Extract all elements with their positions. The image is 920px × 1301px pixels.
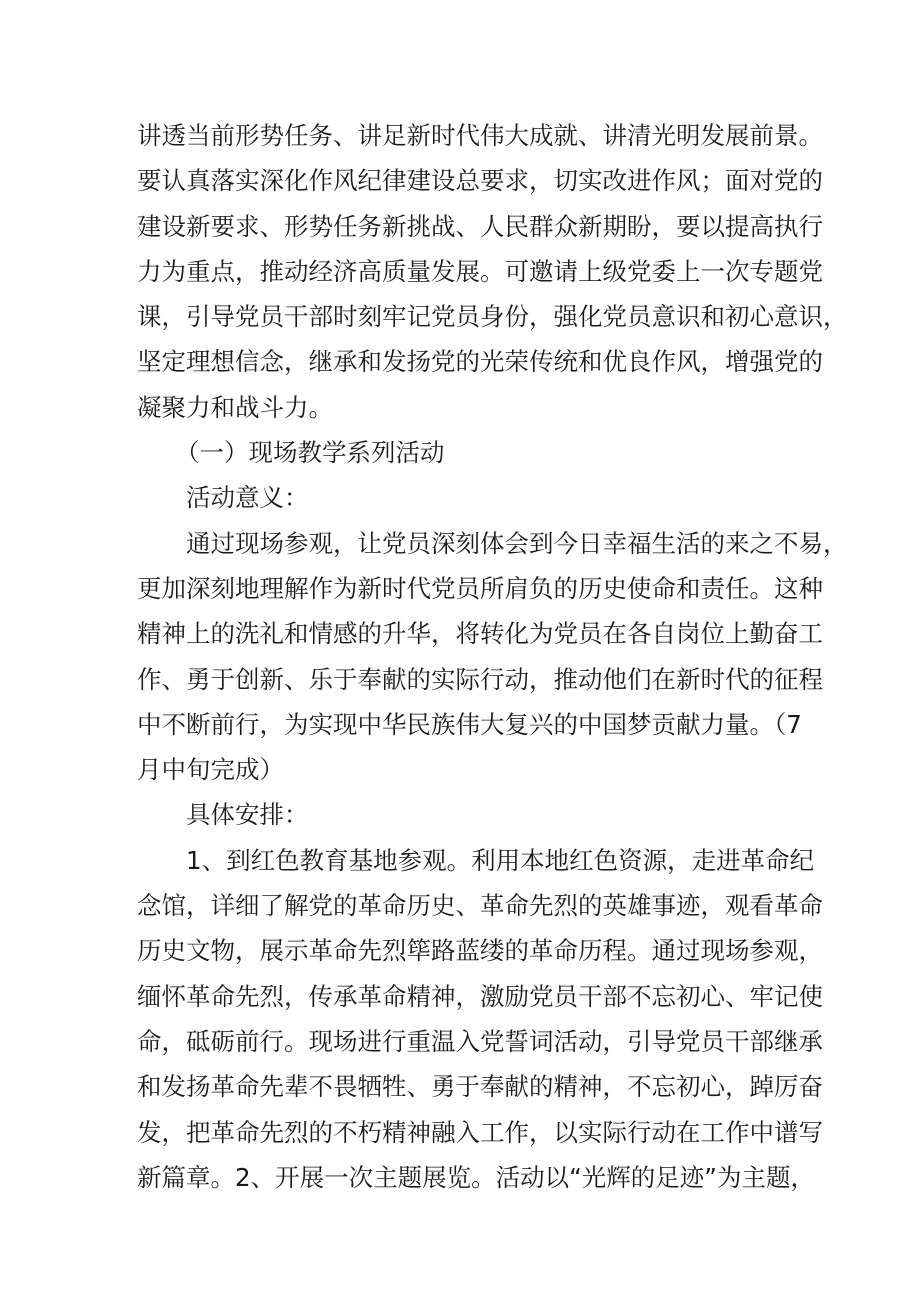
text-line: 通过现场参观，让党员深刻体会到今日幸福生活的来之不易， <box>186 528 848 558</box>
text-line: 月中旬完成） <box>137 755 284 785</box>
text-line: 要认真落实深化作风纪律建设总要求，切实改进作风；面对党的 <box>137 166 823 196</box>
text-line: 更加深刻地理解作为新时代党员所肩负的历史使命和责任。这种 <box>137 573 823 603</box>
text-line: 坚定理想信念，继承和发扬党的光荣传统和优良作风，增强党的 <box>137 347 823 377</box>
text-line: 命，砥砺前行。现场进行重温入党誓词活动，引导党员干部继承 <box>137 1026 823 1056</box>
text-line: 1、到红色教育基地参观。利用本地红色资源，走进革命纪 <box>186 845 815 875</box>
text-line: 发，把革命先烈的不朽精神融入工作，以实际行动在工作中谱写 <box>137 1117 823 1147</box>
text-line: 讲透当前形势任务、讲足新时代伟大成就、讲清光明发展前景。 <box>137 121 823 150</box>
text-line: 精神上的洗礼和情感的升华，将转化为党员在各自岗位上勤奋工 <box>137 619 823 649</box>
text-line: 力为重点，推动经济高质量发展。可邀请上级党委上一次专题党 <box>137 256 823 286</box>
text-line: 中不断前行，为实现中华民族伟大复兴的中国梦贡献力量。（7 <box>137 709 802 739</box>
text-line: 课，引导党员干部时刻牢记党员身份，强化党员意识和初心意识， <box>137 302 848 332</box>
document-body <box>137 113 848 1200</box>
text-line: 凝聚力和战斗力。 <box>137 392 333 422</box>
subheading-arrangement: 具体安排： <box>186 800 309 830</box>
text-line: 作、勇于创新、乐于奉献的实际行动，推动他们在新时代的征程 <box>137 664 823 694</box>
text-line: 缅怀革命先烈，传承革命精神，激励党员干部不忘初心、牢记使 <box>137 981 823 1011</box>
subheading-purpose: 活动意义： <box>186 483 309 513</box>
section-heading: （一）现场教学系列活动 <box>175 438 445 468</box>
text-line: 建设新要求、形势任务新挑战、人民群众新期盼，要以提高执行 <box>137 211 823 241</box>
text-line: 历史文物，展示革命先烈筚路蓝缕的革命历程。通过现场参观， <box>137 936 823 966</box>
text-line: 和发扬革命先辈不畏牺牲、勇于奉献的精神，不忘初心，踔厉奋 <box>137 1072 823 1102</box>
text-line: 念馆，详细了解党的革命历史、革命先烈的英雄事迹，观看革命 <box>137 891 823 921</box>
text-line: 新篇章。2、开展一次主题展览。活动以“光辉的足迹”为主题， <box>137 1162 815 1192</box>
